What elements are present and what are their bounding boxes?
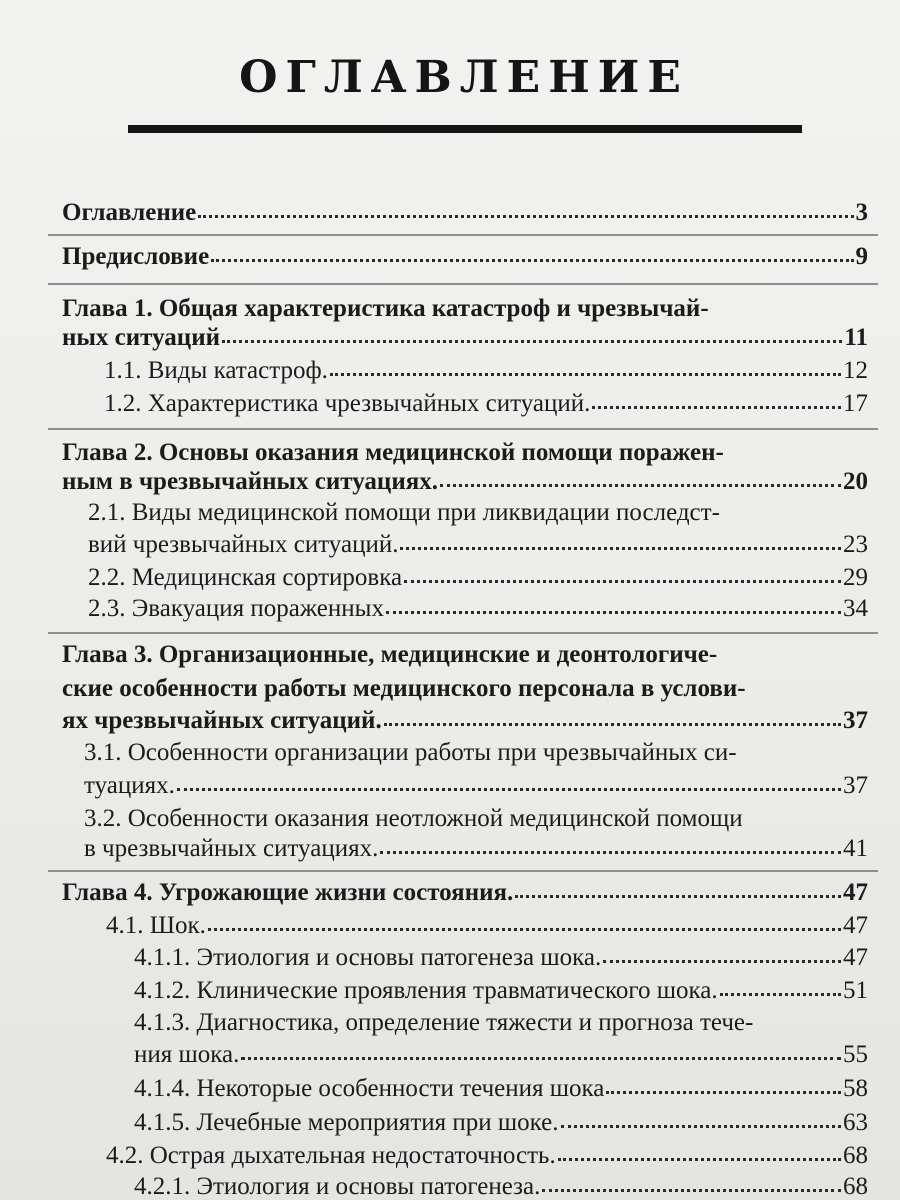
- chapter-title-line: Глава 3. Организационные, медицинские и деонтологиче-: [62, 641, 718, 668]
- toc-entry: [62, 198, 868, 228]
- toc-entry: [134, 1074, 868, 1104]
- section-title-line: 3.1. Особенности организации работы при чрезвычайных си-: [84, 739, 737, 766]
- toc-entry-title: туациях.: [84, 772, 175, 799]
- dot-leader: [515, 895, 841, 898]
- dot-leader: [380, 851, 841, 854]
- separator: [48, 428, 878, 430]
- dot-leader: [386, 611, 841, 614]
- toc-page-number: 41: [843, 835, 868, 862]
- section-title-line: 3.2. Особенности оказания неотложной медицинской помощи: [84, 805, 743, 832]
- toc-entry: [134, 943, 868, 973]
- toc-page-number: 47: [843, 879, 868, 906]
- toc-entry: [104, 389, 868, 419]
- dot-leader: [198, 215, 853, 218]
- toc-entry-title: ных ситуаций: [62, 324, 221, 351]
- toc-page-number: 47: [843, 944, 868, 971]
- toc-entry-title: ным в чрезвычайных ситуациях.: [62, 468, 439, 495]
- toc-entry: [62, 467, 868, 497]
- toc-entry: [134, 1108, 868, 1138]
- toc-entry-title: 2.3. Эвакуация пораженных: [88, 595, 384, 622]
- toc-page-number: 20: [843, 468, 868, 495]
- toc-entry: [88, 594, 868, 624]
- chapter-title-line: ские особенности работы медицинского персонала в услови-: [62, 675, 746, 702]
- toc-page-number: 55: [843, 1041, 868, 1068]
- toc-page-number: 68: [843, 1142, 868, 1169]
- toc-entry: [134, 976, 868, 1006]
- toc-entry: [62, 323, 868, 353]
- dot-leader: [561, 1125, 841, 1128]
- dot-leader: [211, 259, 853, 262]
- dot-leader: [384, 723, 841, 726]
- toc-page-number: 3: [855, 199, 868, 226]
- toc-entry-title: 4.1.1. Этиология и основы патогенеза шока.: [134, 944, 602, 971]
- dot-leader: [222, 340, 842, 343]
- chapter-title-line: Глава 1. Общая характеристика катастроф и чрезвычай-: [62, 295, 709, 322]
- dot-leader: [606, 1091, 841, 1094]
- dot-leader: [592, 406, 841, 409]
- chapter-title-line: Глава 2. Основы оказания медицинской помощи поражен-: [62, 439, 724, 466]
- toc-entry: [62, 706, 868, 736]
- toc-entry: [106, 1141, 868, 1171]
- toc-entry-title: ния шока.: [134, 1041, 240, 1068]
- toc-page-number: 9: [855, 243, 868, 270]
- toc-page-number: 63: [843, 1109, 868, 1136]
- dot-leader: [720, 993, 841, 996]
- dot-leader: [208, 928, 841, 931]
- toc-entry-title: Предисловие: [62, 243, 210, 270]
- toc-entry-title: Оглавление: [62, 199, 197, 226]
- toc-entry: [106, 911, 868, 941]
- toc-page-number: 11: [844, 324, 868, 351]
- toc-page-number: 68: [843, 1173, 868, 1200]
- section-title-line: 2.1. Виды медицинской помощи при ликвидации последст-: [88, 499, 720, 526]
- dot-leader: [400, 547, 841, 550]
- dot-leader: [404, 580, 841, 583]
- dot-leader: [241, 1057, 841, 1060]
- toc-entry-title: вий чрезвычайных ситуаций.: [88, 531, 399, 558]
- toc-entry-title: 4.1.5. Лечебные мероприятия при шоке.: [134, 1109, 559, 1136]
- toc-entry: [88, 563, 868, 593]
- toc-page-number: 29: [843, 564, 868, 591]
- toc-page-number: 12: [843, 357, 868, 384]
- toc-entry-title: 2.2. Медицинская сортировка: [88, 564, 403, 591]
- toc-entry-title: 4.2.1. Этиология и основы патогенеза.: [134, 1173, 541, 1200]
- toc-page-number: 34: [843, 595, 868, 622]
- separator: [48, 283, 878, 285]
- toc-entry-title: 4.1. Шок.: [106, 912, 206, 939]
- separator: [48, 234, 878, 236]
- toc-entry-title: 4.2. Острая дыхательная недостаточность.: [106, 1142, 556, 1169]
- dot-leader: [542, 1189, 841, 1192]
- page-title: ОГЛАВЛЕНИЕ: [239, 52, 689, 103]
- separator: [48, 632, 878, 634]
- section-title-line: 4.1.3. Диагностика, определение тяжести и прогноза тече-: [134, 1009, 754, 1036]
- toc-entry: [62, 242, 868, 272]
- toc-page-number: 51: [843, 977, 868, 1004]
- toc-entry: [84, 834, 868, 864]
- toc-page-number: 23: [843, 531, 868, 558]
- dot-leader: [330, 373, 841, 376]
- dot-leader: [603, 960, 841, 963]
- toc-page-number: 47: [843, 912, 868, 939]
- toc-entry: [88, 530, 868, 560]
- toc-page-number: 37: [843, 707, 868, 734]
- dot-leader: [440, 484, 841, 487]
- toc-entry-title: ях чрезвычайных ситуаций.: [62, 707, 382, 734]
- toc-entry-title: Глава 4. Угрожающие жизни состояния.: [62, 879, 514, 906]
- toc-entry-title: 4.1.4. Некоторые особенности течения шока: [134, 1075, 605, 1102]
- toc-page-number: 17: [843, 390, 868, 417]
- toc-entry-title: 1.1. Виды катастроф.: [104, 357, 328, 384]
- toc-entry-title: в чрезвычайных ситуациях.: [84, 835, 379, 862]
- toc-entry: [84, 771, 868, 801]
- dot-leader: [177, 788, 841, 791]
- dot-leader: [558, 1158, 841, 1161]
- toc-entry: [104, 356, 868, 386]
- toc-entry-title: 4.1.2. Клинические проявления травматического шока.: [134, 977, 718, 1004]
- separator: [48, 870, 878, 872]
- toc-entry-title: 1.2. Характеристика чрезвычайных ситуаций.: [104, 390, 591, 417]
- toc-entry: [134, 1040, 868, 1070]
- toc-entry: [62, 878, 868, 908]
- toc-entry: [134, 1172, 868, 1200]
- toc-page-number: 58: [843, 1075, 868, 1102]
- toc-page-number: 37: [843, 772, 868, 799]
